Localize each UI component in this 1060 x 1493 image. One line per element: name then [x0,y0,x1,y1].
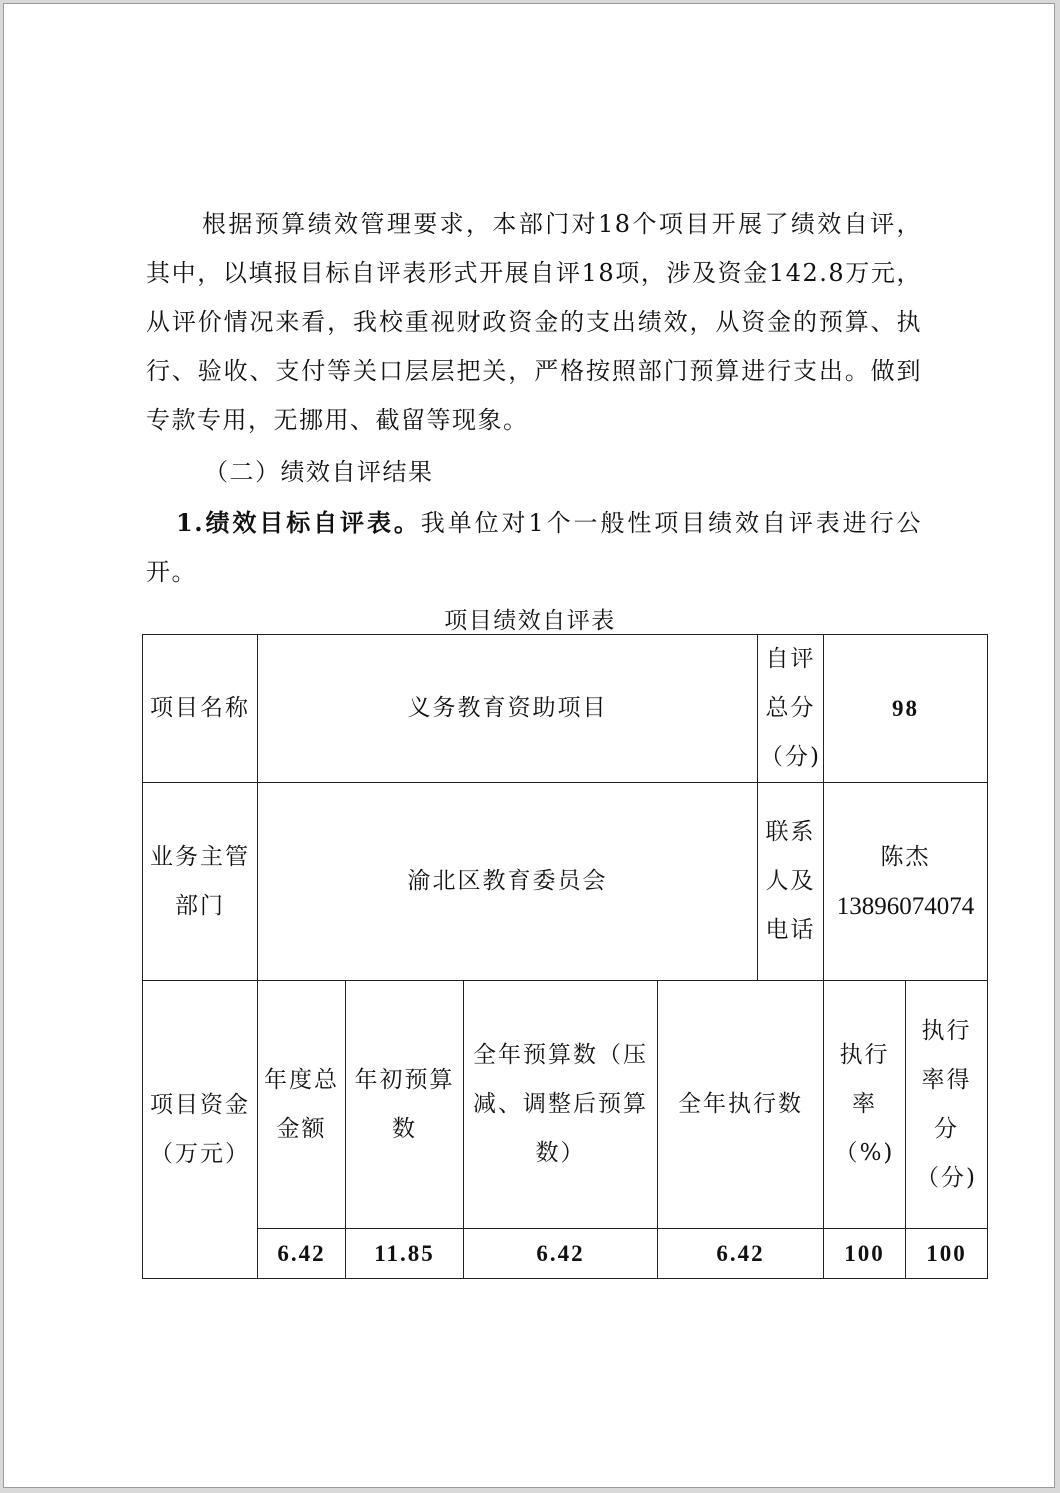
header-rate-score: 执行率得分（分) [905,981,987,1229]
value-execution-rate: 100 [823,1229,905,1279]
table-intro-paragraph [146,498,922,597]
table-caption: 项目绩效自评表 [444,608,616,634]
value-rate-score: 100 [905,1229,987,1279]
project-name-value: 义务教育资助项目 [258,635,758,783]
table-intro-bold: 1.绩效目标自评表。 [176,508,421,537]
value-full-year-execution: 6.42 [658,1229,824,1279]
self-score-label: 自评总分（分) [758,635,824,783]
self-score-value: 98 [823,635,987,783]
value-annual-total: 6.42 [258,1229,346,1279]
header-initial-budget: 年初预算数 [346,981,464,1229]
document-page [3,3,1055,1488]
contact-value [823,783,987,981]
header-full-year-execution: 全年执行数 [658,981,824,1229]
table-row [143,635,988,783]
contact-name: 陈杰 [880,843,931,870]
funds-label: 项目资金（万元） [143,981,258,1279]
value-full-year-budget: 6.42 [464,1229,658,1279]
department-label: 业务主管部门 [143,783,258,981]
table-intro-text: 我单位对1个一般性项目绩效自评表进行公开。 [146,509,922,586]
value-initial-budget: 11.85 [346,1229,464,1279]
section-heading: （二）绩效自评结果 [204,458,434,486]
header-full-year-budget: 全年预算数（压减、调整后预算数） [464,981,658,1229]
intro-paragraph: 根据预算绩效管理要求，本部门对18个项目开展了绩效自评，其中，以填报目标自评表形式开展自评18项，涉及资金142.8万元，从评价情况来看，我校重视财政资金的支出绩效，从资金的预算、执行、验收、支付等关口层层把关，严格按照部门预算进行支出。做到专款专用，无挪用、截留等现象。 [146,210,922,434]
contact-label: 联系人及电话 [758,783,824,981]
header-execution-rate: 执行率（%) [823,981,905,1229]
table-row [143,981,988,1229]
header-annual-total: 年度总金额 [258,981,346,1229]
table-row [143,1229,988,1279]
self-evaluation-table [142,634,988,1279]
project-name-label: 项目名称 [143,635,258,783]
department-value: 渝北区教育委员会 [258,783,758,981]
contact-phone: 13896074074 [836,892,975,920]
table-row [143,783,988,981]
